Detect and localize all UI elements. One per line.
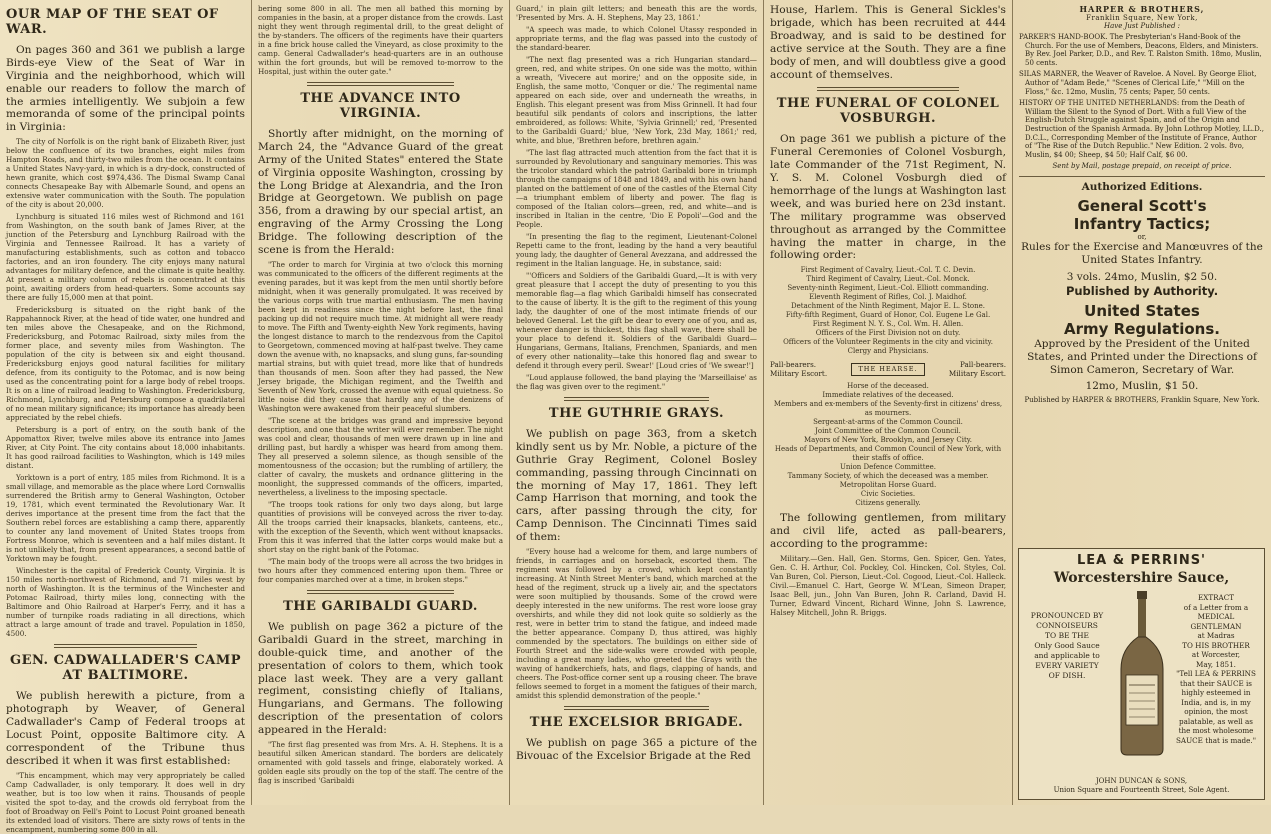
regulations-title: United States [1084,302,1200,321]
paragraph: "Tell LEA & PERRINS that their SAUCE is highly esteemed in India, and is, in my opinion, the most palatable, as well as the most wholesome SAUCE that is made." [1176,669,1256,745]
paragraph: and applicable to [1034,651,1100,660]
paragraph: Sergeant-at-arms of the Common Council. [813,418,963,427]
camp-article-title: GEN. CADWALLADER'S CAMP AT BALTIMORE. [9,653,242,684]
pall-bearer-names: Military.—Gen. Hall, Gen. Storms, Gen. Spicer, Gen. Yates, Gen. C. H. Arthur, Col. Pockley, Col. Hincken, Col. Styles, Col. Van Buren, Col. Pierson, Lieut.-Col. Cogood, Lieut.-Col. Halleck. Civil.—Emanuel C. Hart, George W. M'Lean, Simeon Draper, Isaac Bell, jun., John Van Buren, John R. Carland, David H. Turner, Edward Vincent, Richard Winne, John S. Lawrence, Halsey Mitchell, John R. Briggs. [770,554,1006,618]
divider [307,590,454,594]
lea-perrins-footer [1019,777,1264,795]
paragraph: Winchester is the capital of Frederick County, Virginia. It is 150 miles north-northwest of Richmond, and 71 miles west by north of Washington. It is the terminus of the Winchester and Potomac Railroad, thirty miles long, connecting with the Baltimore and Ohio Railroad at Harper's Ferry, and it has a number of turnpike roads radiating in all directions, which attract a large amount of trade and travel. Population in 1850, 4500. [6,566,245,639]
paragraph: Yorktown is a port of entry, 185 miles from Richmond. It is a small village, and memorable as the place where Lord Cornwallis surrendered the British army to General Washington, October 19, 1781, which event terminated the Revolutionary War. It derives importance at the present time from the fact that the Southern rebel forces are establishing a camp there, apparently to counter any land movement of United States troops from Fortress Monroe, which is seventeen and a half miles distant. It is not unlikely that, from present appearances, a second battle of Yorktown may be fought. [6,473,245,564]
paragraph: "The order to march for Virginia at two o'clock this morning was communicated to the officers of the different regiments at the evening parades, but it was kept from the men until shortly before midnight, when it was generally promulgated. It was received by the various corps with true martial enthusiasm. The men having been kept in readiness since the night before last, the final packing up did not require much time. At midnight all were ready to move. The Fifth and Twenty-eighth New York regiments, having the longest distance to march to the rendezvous from the Capitol to Georgetown, commenced moving at half-past twelve. They came down the avenue with, no knapsacks, and slung guns, far-sounding martial strains, but with quiet tread, more like that of hundreds than thousands of men. Soon after they had passed, the New Jersey brigade, the Michigan regiment, and the Twelfth and Seventh of New York, crossed the avenue with equal quietness. So little noise did they cause that hardly any of the denizens of Washington were awakened from their peaceful slumbers. [258,259,503,413]
publisher-address: Franklin Square, New York, [1086,14,1198,22]
paragraph: at Madras [1197,631,1235,640]
lea-perrins-extract [1174,593,1258,745]
paragraph: Citizens generally. [855,499,921,508]
paragraph: First Regiment N. Y. S., Col. Wm. H. Allen. [812,320,964,329]
paragraph: "The main body of the troops were all across the two bridges in two hours after they commenced entering upon them. Three or four companies marched over at a time, in broken steps." [258,556,503,584]
paragraph: Members and ex-members of the Seventy-first in citizens' dress, as mourners. [773,400,1003,418]
rules-text: Rules for the Exercise and Manœuvres of the United States Infantry. [1021,241,1263,267]
map-article-lead: On pages 360 and 361 we publish a large Birds-eye View of the Seat of War in Virginia and the neighborhood, which will enable our readers to follow the march of the armies intelligently. We subjoin a few memoranda of some of the principal points in Virginia: [6,43,245,134]
paragraph: Fredericksburg is situated on the right bank of the Rappahannock River, at the head of tide water, one hundred and ten miles above the Chesapeake, and on the Richmond, Fredericksburg, and Potomac Railroad, sixty miles from the former place, and seventy miles from Washington. The population of the city is between six and eight thousand. Fredericksburg enjoys good natural facilities for military defence, from its contiguity to the Potomac, and is now being used as the concentrating point for a large body of rebel troops. It is on a line of railroad leading to Washington. Fredericksburg, Richmond, Lynchburg, and Petersburg compose a quadrilateral of no mean military significance; its importance has already been appreciated by the rebel chiefs. [6,305,245,423]
divider [307,82,454,86]
sole-agent: Union Square and Fourteenth Street, Sole Agent. [1053,786,1230,794]
regulations-price: 12mo, Muslin, $1 50. [1085,380,1199,393]
paragraph: PARKER'S HAND-BOOK. The Presbyterian's Hand-Book of the Church. For the use of Members, Deacons, Elders, and Ministers. By Rev. Joel Parker, D.D., and Rev. T. Ralston Smith. 18mo, Muslin, 50 cents. [1019,33,1262,67]
divider [564,706,709,710]
excelsior-article-title: THE EXCELSIOR BRIGADE. [529,715,744,731]
paragraph: Petersburg is a port of entry, on the south bank of the Appomattox River, twelve miles above its entrance into James River, at City Point. The city contains about 18,000 inhabitants. It has good railroad facilities to Washington, which is 149 miles distant. [6,425,245,471]
publisher-name: HARPER & BROTHERS, [1079,4,1205,14]
authorized-editions: Authorized Editions. [1019,176,1265,193]
vols-price: 3 vols. 24mo, Muslin, $2 50. [1066,271,1218,284]
published-by: Published by HARPER & BROTHERS, Franklin Square, New York. [1024,396,1260,405]
paragraph: of a Letter from a [1183,602,1249,612]
paragraph: at Worcester, [1191,650,1241,659]
paragraph: "The last flag attracted much attention from the fact that it is surrounded by Revolutionary and sanguinary memories. This was the tricolor standard which the patriot Garibaldi bore in triumph through the campaigns of 1848 and 1849, and with his own hand planted on the battlement of one of the castles of the Eternal City—a triumphant emblem of liberty and power. The flag is composed of the Italian colors—green, red, and white—and is inscribed in Italian in the centre, 'Dio E Popoli'—God and the People. [516,148,757,229]
paragraph: Horse of the deceased. [847,382,929,391]
guthrie-article-quote: "Every house had a welcome for them, and large numbers of friends, in carriages and on horseback, escorted them. The regiment was followed by a crowd, which kept constantly increasing. At Ninth Street Menter's band, which marched at the head of the regiment, struck up a lively air, and the spectators were soon multiplied by thousands. Some of the crowd were deeply interested in the new uniforms. The rest wore loose gray overshirts, and while they did not look quite so soldierly as the rest, were in better trim to stand the fatigue, and indeed made the better appearance. Company D, thus attired, was highly commended by the spectators. The buildings on either side of Fourth Street and the side-walks were crowded with people, including a great many ladies, who greeted the Grays with the waving of handkerchiefs, hats, and flags, clapping of hands, and cheers. The Post-office corner sent up a rousing cheer. The brave fellows seemed to forget in a moment the fatigues of their march, amidst this splendid demonstration of the people." [516,547,757,701]
column-1 [0,0,251,834]
paragraph: Civic Societies. [860,490,916,499]
paragraph: Eleventh Regiment of Rifles, Col. J. Maidhof. [809,293,967,302]
worcestershire-title: Worcestershire Sauce, [1053,570,1230,586]
sauce-bottle-icon [1113,589,1171,759]
paragraph: CONNOISEURS [1036,621,1098,630]
funeral-order-list [770,266,1006,356]
funeral-article-lead: On page 361 we publish a picture of the Funeral Ceremonies of Colonel Vosburgh, late Commander of the 71st Regiment, N. Y. S. M. Colonel Vosburgh died of hemorrhage of the lungs at Washington last week, and was buried here on 23d instant. The military programme was observed throughout as arranged by the Committee having the matter in charge, in the following order: [770,133,1006,262]
garibaldi-article-lead: We publish on page 362 a picture of the Garibaldi Guard in the street, marching in double-quick time, and another of the presentation of colors to them, which took place last week. They are a very gallant regiment, consisting chiefly of Italians, Hungarians, and Germans. The following description of the presentation of colors appeared in the Herald: [258,620,503,737]
paragraph: May, 1851. [1196,659,1236,669]
paragraph: HISTORY OF THE UNITED NETHERLANDS: from the Death of William the Silent to the Synod of Dort. With a full View of the English-Dutch Struggle against Spain, and of the Origin and Destruction of the Spanish Armada. By John Lothrop Motley, LL.D., D.C.L., Corresponding Member of the Institute of France, Author of "The Rise of the Dutch Republic." New Edition. 2 vols. 8vo, Muslin, $4 00; Sheep, $4 50; Half Calf, $6 00. [1019,99,1264,159]
book-list [1019,33,1265,159]
paragraph: OF DISH. [1048,671,1086,680]
paragraph: SILAS MARNER, the Weaver of Raveloe. A Novel. By George Eliot, Author of "Adam Bede," "Scenes of Clerical Life," "Mill on the Floss," &c. 12mo, Muslin, 75 cents; Paper, 50 cents. [1019,70,1257,96]
mail-note: Sent by Mail, postage prepaid, on receipt of price. [1052,162,1232,171]
regulations-subtitle: Army Regulations. [1064,320,1220,339]
just-published: Have Just Published : [1103,22,1181,30]
paragraph: "The troops took rations for only two days along, but large quantities of provisions will be conveyed across the river to-day. All the troops carried their knapsacks, blankets, canteens, etc., with the exception of the Seventh, which went without knapsacks. From this it was inferred that the latter corps would make but a short stay on the right bank of the Potomac. [258,499,503,554]
pall-bearers-left: Pall-bearers. Military Escort. [770,360,828,379]
column-3 [510,0,763,805]
paragraph: First Regiment of Cavalry, Lieut.-Col. T. C. Devin. [800,266,976,275]
garibaldi-continued-body [516,25,757,391]
paragraph: "A speech was made, to which Colonel Utassy responded in appropriate terms, and the flag was passed into the custody of the standard-bearer. [516,25,757,52]
paragraph: Union Defence Committee. [839,463,937,472]
paragraph: Mayors of New York, Brooklyn, and Jersey City. [803,436,973,445]
paragraph: Seventy-ninth Regiment, Lieut.-Col. Elliott commanding. [787,284,989,293]
lea-perrins-ad [1018,548,1265,800]
guthrie-article-title: THE GUTHRIE GRAYS. [548,406,725,421]
advance-article-lead: Shortly after midnight, on the morning of March 24, the "Advance Guard of the great Army of the United States" entered the State of Virginia opposite Washington, crossing by the Long Bridge at Alexandria, and the Iron Bridge at Georgetown. We publish on page 356, from a drawing by our special artist, an engraving of the Army Crossing the Long Bridge. The following description of the scene is from the Herald: [258,127,503,257]
paragraph: Immediate relatives of the deceased. [822,391,954,400]
paragraph: Only Good Sauce [1034,641,1100,650]
funeral-closing: The following gentlemen, from military and civil life, acted as pall-bearers, according to the programme: [770,512,1006,551]
published-by-authority: Published by Authority. [1065,284,1219,299]
paragraph: Tammany Society, of which the deceased was a member. [787,472,989,481]
excelsior-article-lead: We publish on page 365 a picture of the Bivouac of the Excelsior Brigade at the Red [516,737,757,762]
paragraph: "'Officers and Soldiers of the Garibaldi Guard,—It is with very great pleasure that I accept the duty of presenting to you this memorable flag—a flag which Garibaldi himself has consecrated to the cause of liberty. It is the gift to the regiment of this young lady, the daughter of one of the most intimate friends of our beloved General. Let the gift be dear to every one of you, and as, whenever danger is thickest, this flag shall wave, there shall be your place to defend it. Soldiers of the Garibaldi Guard—Hungarians, Germans, Italians, Frenchmen, Spaniards, and men of every other nationality—take this honored flag and swear to defend it through every peril. Swear!' [Loud cries of 'We swear!'] [516,271,757,370]
paragraph: Heads of Departments, and Common Council of New York, with their staffs of office. [774,445,1002,463]
camp-article-lead: We publish herewith a picture, from a photograph by Weaver, of General Cadwallader's Camp of Federal troops at Locust Point, opposite Baltimore city. A correspondent of the Tribune thus described it when it was first established: [6,690,245,767]
lea-perrins-left-text [1027,611,1107,681]
paragraph: Officers of the Volunteer Regiments in the city and vicinity. [783,338,993,347]
advance-article-title: THE ADVANCE INTO VIRGINIA. [300,91,461,121]
divider [817,87,959,91]
map-article-body [6,137,245,638]
hearse-row [770,360,1006,378]
paragraph: Third Regiment of Cavalry, Lieut.-Col. Monck. [806,275,970,284]
paragraph: Clergy and Physicians. [847,347,929,356]
advance-article-body [258,260,503,584]
paragraph: "In presenting the flag to the regiment, Lieutenant-Colonel Repetti came to the front, leading by the hand a very beautiful young lady, the daughter of General Avezzana, and addressed the regiment in the Italian language. He, in substance, said: [516,232,757,268]
scott-title: General Scott's [1077,197,1207,216]
paragraph: MEDICAL GENTLEMAN [1190,612,1242,631]
paragraph: EVERY VARIETY [1035,661,1099,670]
camp-article-quote: "This encampment, which may very appropriately be called Camp Cadwallader, is only temporary. It does well in dry weather, but is too low when it rains. Thousands of people visited the spot to-day, and the crowds old ferryboat from the foot of Broadway on Fell's Point to Locust Point groaned beneath its extended load of visitors. There are sixty rows of tents in the encampment, numbering some 800 in all. [6,770,245,834]
paragraph: PRONOUNCED BY [1030,611,1104,620]
funeral-article-title: THE FUNERAL OF COLONEL VOSBURGH. [776,96,1000,127]
paragraph: Detachment of the Ninth Regiment, Major E. L. Stone. [791,302,985,311]
hearse-box: THE HEARSE. [851,363,924,376]
garibaldi-article-quote: "The first flag presented was from Mrs. A. H. Stephens. It is a beautiful silken American standard. The borders are delicately ornamented with gold tassels and fringe, elaborately worked. A golden eagle sits proudly on the top of the staff. The centre of the flag is inscribed 'Garibaldi [258,740,503,786]
map-article-title: OUR MAP OF THE SEAT OF WAR. [6,7,219,37]
divider [564,397,709,401]
paragraph: Metropolitan Horse Guard. [839,481,937,490]
scott-subtitle: Infantry Tactics; [1073,215,1211,234]
lea-perrins-title: LEA & PERRINS' [1076,553,1207,568]
paragraph: Officers of the First Division not on duty. [815,329,961,338]
maker-name: JOHN DUNCAN & SONS, [1095,777,1188,785]
pall-bearers-right: Pall-bearers. Military Escort. [948,360,1006,379]
column-2 [252,0,509,805]
paragraph: Lynchburg is situated 116 miles west of Richmond and 161 from Washington, on the south bank of James River, at the junction of the Petersburg and Lynchburg Railroad with the Virginia and Tennessee Railroad. It has a variety of manufacturing establishments, such as cotton and tobacco factories, and an iron foundery. The city enjoys many natural advantages for military defence, and the climate is quite healthy. At present a military column of rebels is concentrated at this point, awaiting orders from head-quarters. Some accounts say there are fully 15,000 men at that point. [6,212,245,303]
paragraph: "Loud applause followed, the band playing the 'Marseillaise' as the flag was given over to the regiment." [516,373,757,391]
paragraph: Fifty-fifth Regiment, Guard of Honor, Col. Eugene Le Gal. [785,311,991,320]
garibaldi-continued: Guard,' in plain gilt letters; and beneath this are the words, 'Presented by Mrs. A. H. Stephens, May 23, 1861.' [516,4,757,22]
garibaldi-article-title: THE GARIBALDI GUARD. [283,598,478,614]
divider [54,644,197,648]
paragraph: "The scene at the bridges was grand and impressive beyond description, and one that the writer will ever remember. The night was cool and clear, thousands of men were drawn up in line and drilling past, but hardly a whisper was heard from among them. They all preserved a solemn silence, as though sensible of the momentousness of the occasion; but the rumbling of artillery, the clatter of cavalry, the muskets and ordnance glittering in the moonlight, the suppressed commands of the officers, imparted, nevertheless, a liveliness to the imposing spectacle. [258,415,503,497]
guthrie-article-lead: We publish on page 363, from a sketch kindly sent us by Mr. Noble, a picture of the Guthrie Gray Regiment, Colonel Bosley commanding, passing through Cincinnati on the morning of May 17, 1861. They left Camp Harrison that morning, and took the cars, after passing through the city, for Camp Dennison. The Cincinnati Times said of them: [516,427,757,544]
paragraph: Joint Committee of the Common Council. [815,427,961,436]
paragraph: The city of Norfolk is on the right bank of Elizabeth River, just below the confluence of its two branches, eight miles from Hampton Roads, and thirty-two miles from the ocean. It contains a United States Navy-yard, in which is a dry-dock, constructed of hewn granite, which cost $974,436. The Dismal Swamp Canal connects Chesapeake Bay with Albemarle Sound, and opens an extensive water communication with the South. The population of the city is about 20,000. [6,137,245,210]
paragraph: TO BE THE [1045,631,1089,640]
approved-text: Approved by the President of the United States, and Printed under the Directions of Simon Cameron, Secretary of War. [1027,338,1257,377]
excelsior-continued: House, Harlem. This is General Sickles's brigade, which has been recruited at 444 Broadway, and is said to be destined for active service at the South. They are a fine body of men, and will doubtless give a good account of themselves. [770,4,1006,81]
funeral-procession-list [770,382,1006,508]
column-4 [764,0,1012,805]
paragraph: "The next flag presented was a rich Hungarian standard—green, red, and white stripes. On one side was the motto, within a wreath, 'Vivecere aut morire;' and on the opposite side, in English, the same motto, 'Conquer or die.' The regimental name appeared on each side, over and underneath the wreaths, in English. This elegant present was from Miss Grinnell. It had four beautiful silk pendants of colors and inscriptions, the latter embroidered, as follows: White, 'Sylvia Grinnell;' red, 'Presented to the Garibaldi Guard;' blue, 'New York, 23d May, 1861;' red, white, and blue, 'Brethren before, brethren again.' [516,55,757,145]
or-text: or, [1137,233,1147,242]
paragraph: EXTRACT [1197,593,1235,602]
camp-article-continued: bering some 800 in all. The men all bathed this morning by companies in the basin, at a proper distance from the crowds. Last night they went through regimental drill, to the great delight of the by-standers. The officers of the regiments have their quarters in a fine brick house called the Vineyard, as close proximity to the camp. General Cadwallader's head-quarters are in an outhouse within the fort grounds, but will be removed to-morrow to the Hospital, just within the outer gate." [258,4,503,76]
paragraph: TO HIS BROTHER [1182,640,1250,650]
